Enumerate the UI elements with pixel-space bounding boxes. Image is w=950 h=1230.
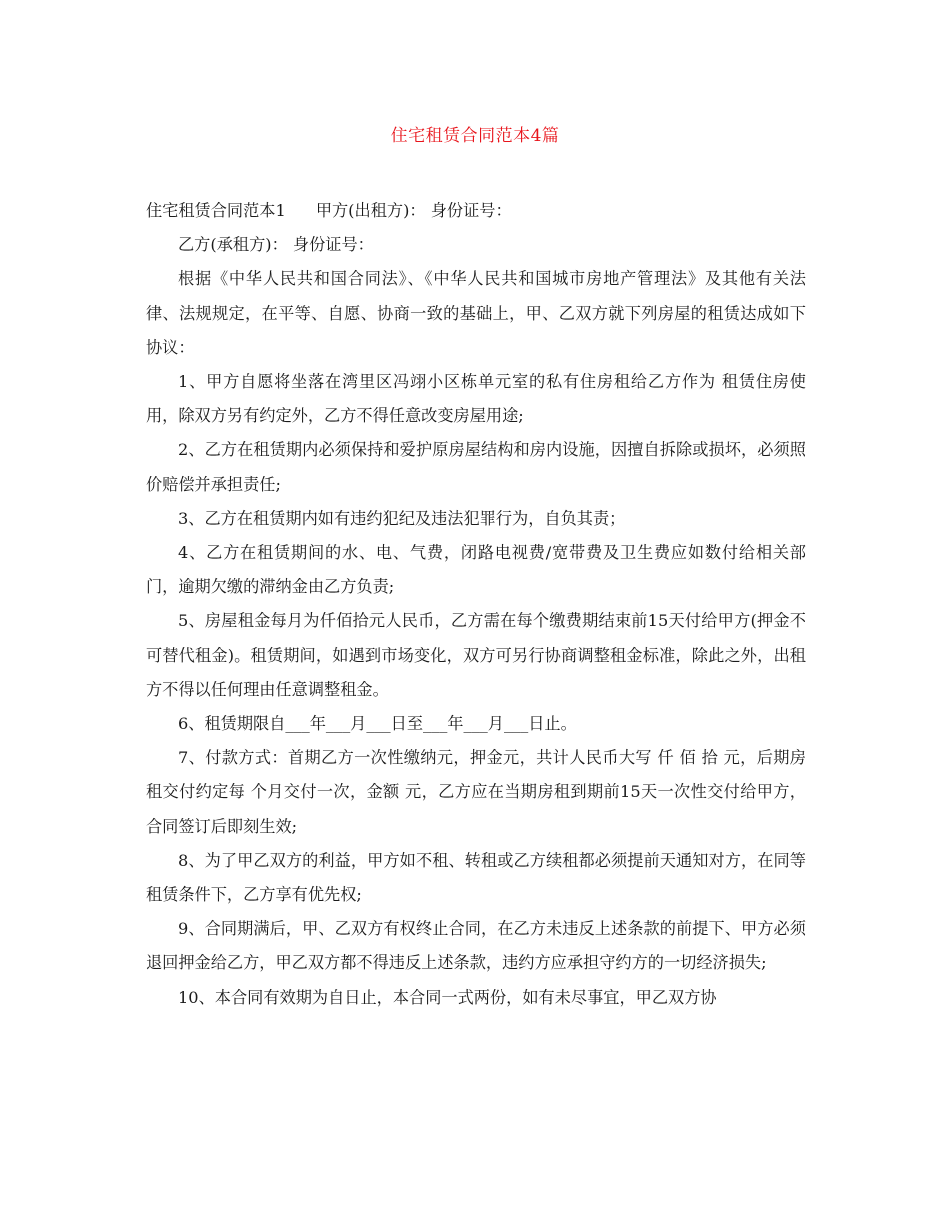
section-heading: 住宅租赁合同范本1 — [146, 201, 286, 220]
clause-3: 3、乙方在租赁期内如有违约犯纪及违法犯罪行为，自负其责； — [178, 508, 626, 528]
party-a-line: 甲方(出租方)： 身份证号： — [315, 201, 512, 220]
clause-1: 1、甲方自愿将坐落在湾里区冯翊小区栋单元室的私有住房租给乙方作为 租赁住房使用，除双方另有约定外，乙方不得任意改变房屋用途; — [146, 372, 806, 426]
paragraph: 根据《中华人民共和国合同法》、《中华人民共和国城市房地产管理法》及其他有关法律、法规规定，在平等、自愿、协商一致的基础上，甲、乙双方就下列房屋的租赁达成如下协议： — [146, 269, 806, 357]
clause-7: 7、付款方式：首期乙方一次性缴纳元，押金元，共计人民币大写 仟 佰 拾 元，后期房租交付约定每 个月交付一次，金额 元，乙方应在当期房租到期前15天一次性交付给甲方，合同签订后即刻生效; — [146, 748, 806, 836]
clause-4: 4、乙方在租赁期间的水、电、气费，闭路电视费/宽带费及卫生费应如数付给相关部门，逾期欠缴的滞纳金由乙方负责; — [146, 543, 806, 597]
document-body — [146, 194, 806, 1015]
clause-8: 8、为了甲乙双方的利益，甲方如不租、转租或乙方续租都必须提前天通知对方，在同等租赁条件下，乙方享有优先权; — [146, 850, 806, 905]
clause-6: 6、租赁期限自___年___月___日至___年___月___日止。 — [178, 714, 577, 734]
party-b-line: 乙方(承租方)： 身份证号： — [178, 235, 374, 255]
clause-10: 10、本合同有效期为自日止，本合同一式两份，如有未尽事宜，甲乙双方协 — [178, 987, 717, 1007]
clause-2: 2、乙方在租赁期内必须保持和爱护原房屋结构和房内设施，因擅自拆除或损坏，必须照价赔偿并承担责任; — [146, 440, 806, 494]
document-title: 住宅租赁合同范本4篇 — [390, 126, 560, 146]
first-line — [146, 194, 806, 228]
clause-9: 9、合同期满后，甲、乙双方有权终止合同，在乙方未违反上述条款的前提下、甲方必须退回押金给乙方，甲乙双方都不得违反上述条款，违约方应承担守约方的一切经济损失; — [146, 919, 806, 973]
clause-5: 5、房屋租金每月为仟佰拾元人民币，乙方需在每个缴费期结束前15天付给甲方(押金不可替代租金)。租赁期间，如遇到市场变化，双方可另行协商调整租金标准，除此之外，出租方不得以任何理由任意调整租金。 — [146, 611, 806, 699]
